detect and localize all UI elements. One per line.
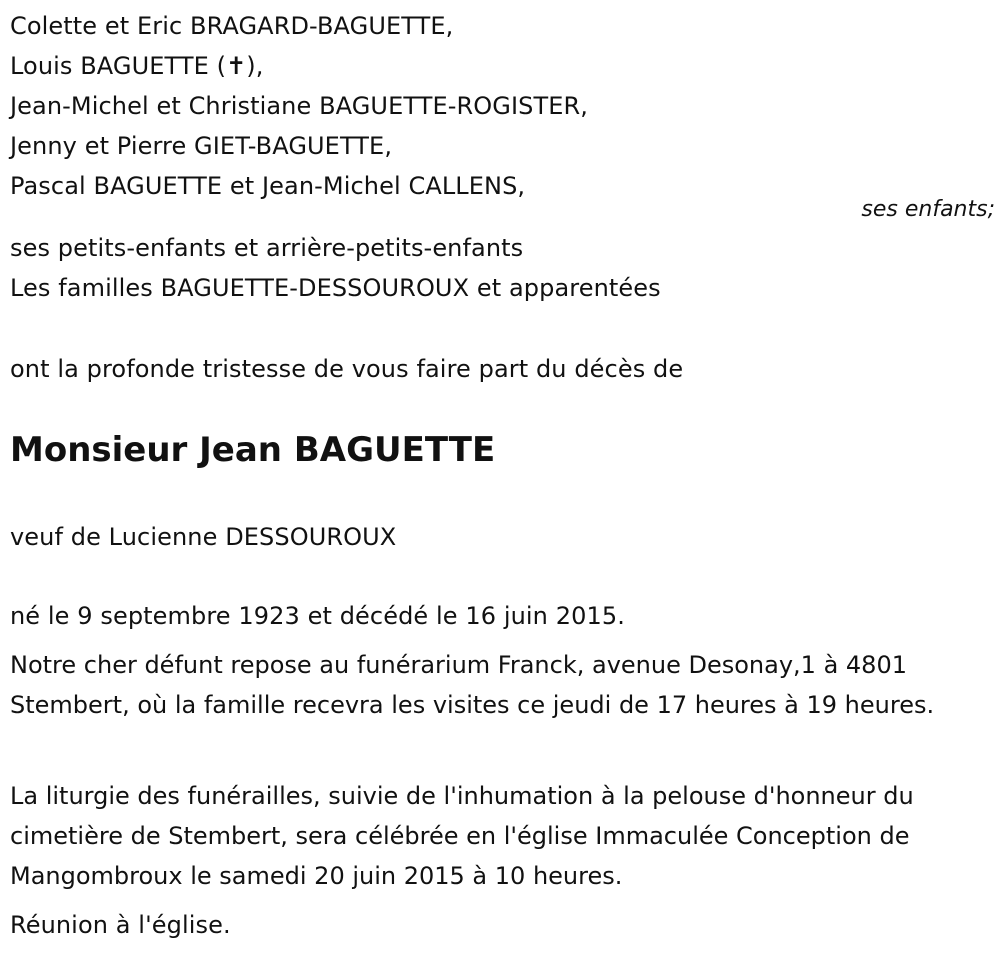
liturgy-paragraph: La liturgie des funérailles, suivie de l'inhumation à la pelouse d'honneur du cimetière de Stembert, sera célébrée en l'église Immaculée Conception de Mangombroux le samedi 20 juin 2015 à 10 heures. — [10, 782, 914, 890]
widower-line: veuf de Lucienne DESSOUROUX — [10, 523, 397, 551]
visitation-paragraph: Notre cher défunt repose au funérarium Franck, avenue Desonay,1 à 4801 Stembert, où la famille recevra les visites ce jeudi de 17 heures à 19 heures. — [10, 651, 935, 719]
reunion-line: Réunion à l'église. — [10, 911, 231, 939]
child-line: Jenny et Pierre GIET-BAGUETTE, — [10, 132, 393, 160]
grandchildren-line: ses petits-enfants et arrière-petits-enfants — [10, 234, 524, 262]
announcement-text: ont la profonde tristesse de vous faire part du décès de — [10, 355, 684, 383]
child-line: Pascal BAGUETTE et Jean-Michel CALLENS, — [10, 172, 526, 200]
child-line: Louis BAGUETTE (✝), — [10, 52, 264, 80]
child-line: Jean-Michel et Christiane BAGUETTE-ROGISTER, — [10, 92, 588, 120]
deceased-name: Monsieur Jean BAGUETTE — [10, 430, 496, 470]
children-note: ses enfants; — [861, 197, 995, 222]
dates-line: né le 9 septembre 1923 et décédé le 16 juin 2015. — [10, 602, 625, 630]
families-line: Les familles BAGUETTE-DESSOUROUX et apparentées — [10, 274, 661, 302]
child-line: Colette et Eric BRAGARD-BAGUETTE, — [10, 12, 454, 40]
obituary-notice — [10, 0, 995, 960]
